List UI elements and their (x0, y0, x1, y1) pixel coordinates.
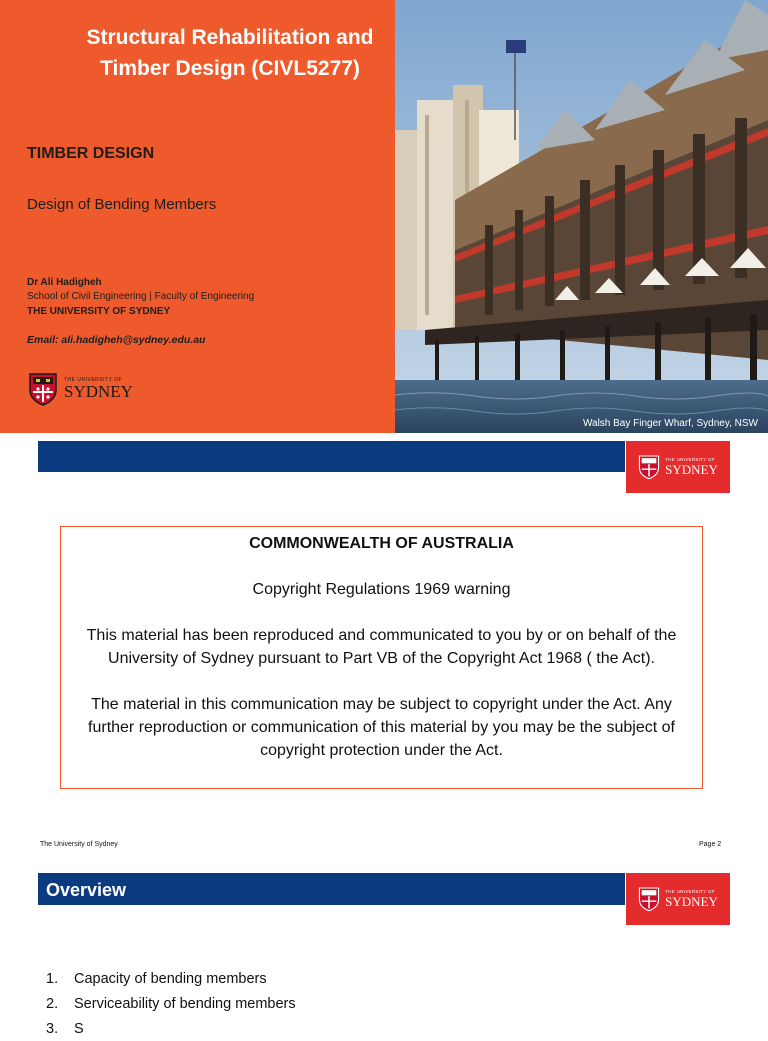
author-university: THE UNIVERSITY OF SYDNEY (27, 306, 171, 317)
copyright-notice (60, 526, 703, 789)
copyright-header-bar (38, 441, 625, 472)
title-panel (0, 0, 395, 433)
copyright-regulation: Copyright Regulations 1969 warning (252, 581, 511, 598)
badge-text-small: THE UNIVERSITY OF (665, 457, 715, 463)
section-heading: TIMBER DESIGN (27, 145, 155, 162)
copyright-paragraph-1: This material has been reproduced and communicated to you by or on behalf of the University of Sydney pursuant to Part VB of the Copyright Act 1968 ( the Act). (86, 627, 677, 667)
copyright-heading: COMMONWEALTH OF AUSTRALIA (249, 535, 514, 552)
wharf-photo (395, 0, 768, 433)
photo-caption: Walsh Bay Finger Wharf, Sydney, NSW (582, 418, 758, 429)
badge-text-small: THE UNIVERSITY OF (665, 889, 715, 895)
course-title (70, 22, 390, 84)
author-name: Dr Ali Hadigheh (27, 277, 102, 288)
course-title-line1: Structural Rehabilitation and (86, 26, 374, 49)
list-item (46, 966, 296, 991)
title-slide (0, 0, 768, 433)
crest-icon (638, 886, 660, 912)
logo-text-big: SYDNEY (64, 382, 133, 401)
list-item-number: 1. (46, 970, 59, 987)
list-item-label: Capacity of bending members (74, 970, 267, 987)
list-item-number: 2. (46, 995, 59, 1012)
list-item (46, 1016, 296, 1041)
wharf-photo-illustration (395, 0, 768, 433)
author-email: Email: ali.hadigheh@sydney.edu.au (27, 334, 206, 346)
list-item-number: 3. (46, 1020, 59, 1037)
list-item (46, 991, 296, 1016)
course-title-line2: Timber Design (CIVL5277) (100, 57, 360, 80)
footer-page-number: Page 2 (699, 841, 722, 848)
crest-icon (638, 454, 660, 480)
university-logo (28, 372, 133, 406)
badge-text-big: SYDNEY (665, 461, 718, 477)
logo-text-small: THE UNIVERSITY OF (64, 377, 123, 383)
copyright-university-badge (626, 441, 730, 493)
lecture-subtitle: Design of Bending Members (27, 196, 217, 213)
overview-title: Overview (46, 880, 127, 900)
list-item-label: S (74, 1020, 84, 1037)
badge-text-big: SYDNEY (665, 893, 718, 909)
overview-university-badge (626, 873, 730, 925)
footer-university: The University of Sydney (40, 841, 118, 848)
overview-list (46, 966, 296, 1041)
copyright-paragraph-2: The material in this communication may be subject to copyright under the Act. Any further reproduction or communication of this material by you may be the subject of copyright protection under the Act. (88, 696, 675, 759)
crest-icon (28, 372, 58, 406)
author-school: School of Civil Engineering | Faculty of Engineering (27, 291, 255, 302)
list-item-label: Serviceability of bending members (74, 995, 296, 1012)
